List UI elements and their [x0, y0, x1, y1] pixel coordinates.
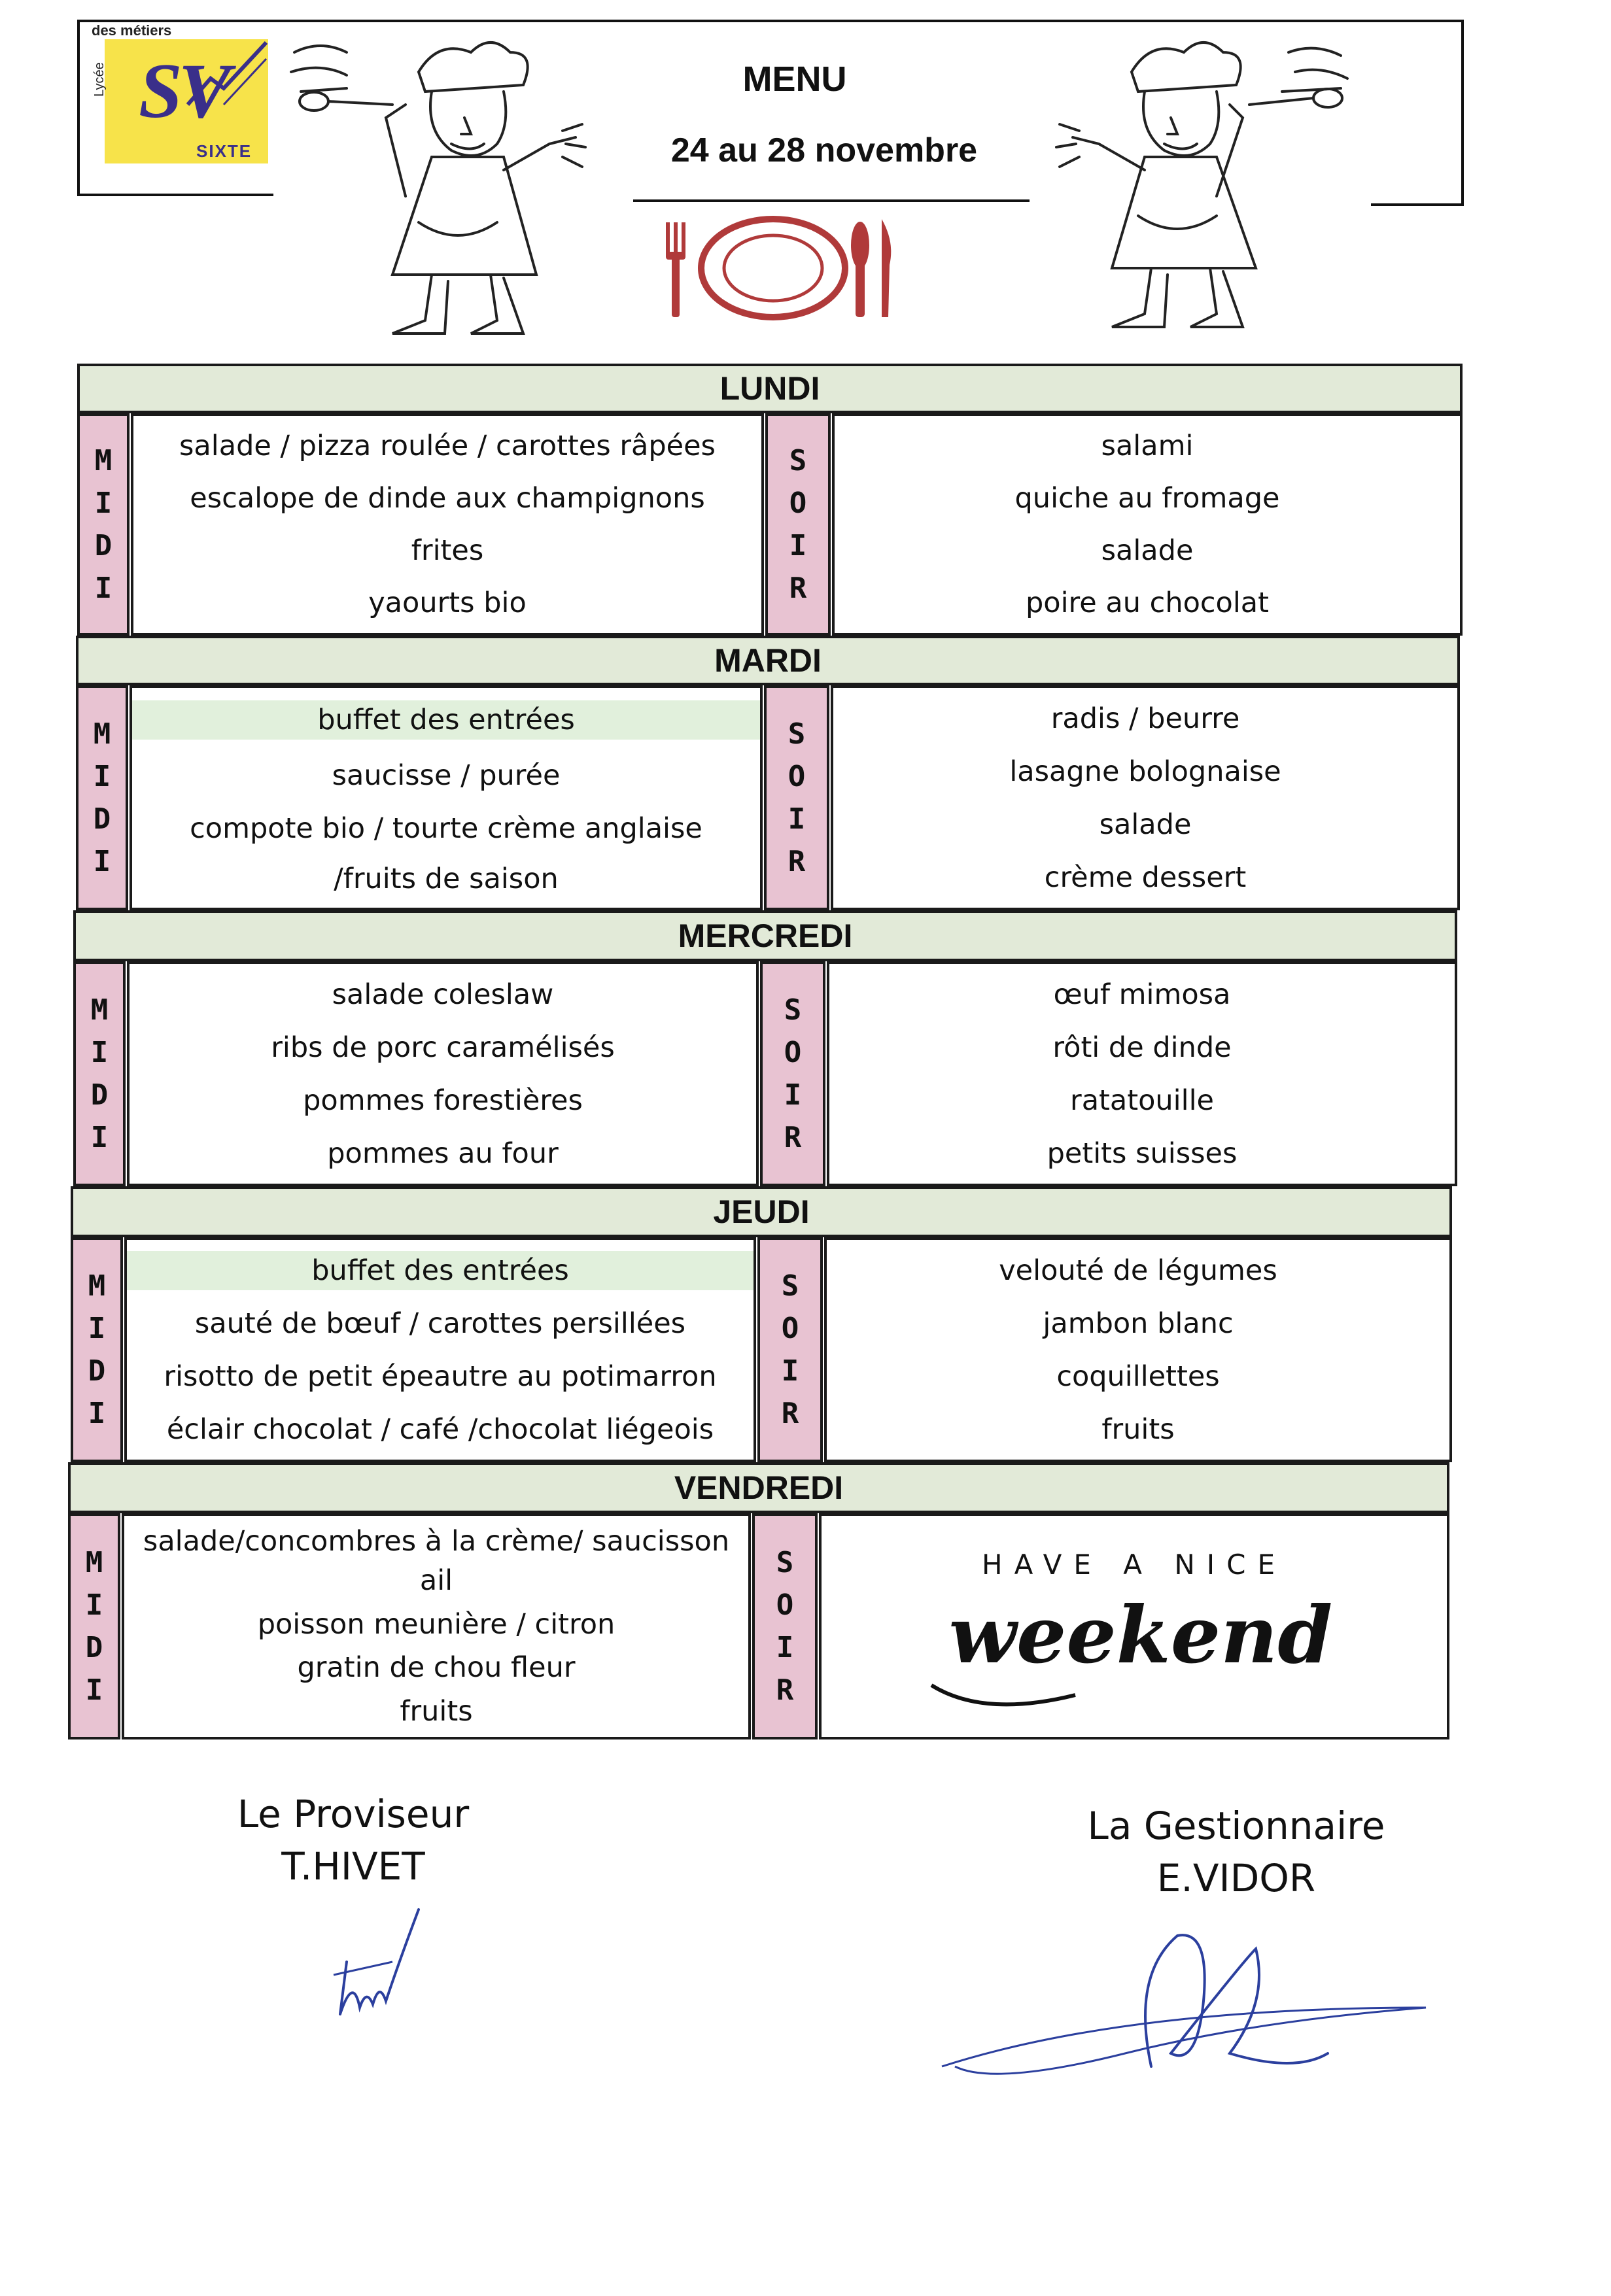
soir-label-mercredi [760, 961, 825, 1186]
midi-menu-vendredi [122, 1513, 751, 1739]
menu-item-buffet: buffet des entrées [132, 700, 760, 740]
midi-letter: D [93, 802, 111, 836]
menu-item: quiche au fromage [1014, 482, 1280, 515]
midi-letter: I [93, 760, 111, 793]
soir-menu-mercredi [827, 961, 1457, 1186]
menu-item: pommes forestières [303, 1084, 583, 1117]
menu-item: ratatouille [1070, 1084, 1214, 1117]
menu-item: petits suisses [1047, 1137, 1238, 1170]
day-band-mardi: MARDI [76, 636, 1460, 685]
midi-letter: M [88, 1269, 106, 1303]
menu-dates: 24 au 28 novembre [670, 131, 978, 169]
midi-letter: D [94, 529, 113, 562]
menu-item: gratin de chou fleur [297, 1651, 576, 1685]
midi-letter: I [85, 1588, 103, 1622]
midi-letter: D [85, 1631, 103, 1664]
soir-letter: R [776, 1673, 794, 1707]
menu-item: saucisse / purée [332, 759, 561, 792]
soir-letter: I [788, 802, 806, 836]
midi-letter: I [93, 845, 111, 878]
soir-letter: R [781, 1397, 799, 1430]
menu-item: salami [1101, 430, 1194, 462]
midi-label-lundi [77, 413, 130, 636]
midi-letter: M [85, 1546, 103, 1579]
midi-letter: I [90, 1036, 109, 1069]
menu-item: frites [411, 534, 484, 567]
midi-letter: M [93, 717, 111, 751]
menu-item: risotto de petit épeautre au potimarron [164, 1360, 717, 1393]
soir-letter: R [788, 845, 806, 878]
soir-weekend-vendredi [819, 1513, 1449, 1739]
midi-menu-jeudi [124, 1237, 756, 1462]
signature-role-right: La Gestionnaire [1087, 1804, 1385, 1848]
signature-name-right: E.VIDOR [1156, 1856, 1316, 1900]
logo-check-icon [184, 39, 269, 111]
menu-item: fruits [400, 1694, 473, 1728]
menu-item: œuf mimosa [1053, 978, 1231, 1011]
menu-item: poire au chocolat [1026, 587, 1269, 619]
midi-letter: I [90, 1121, 109, 1154]
menu-item: sauté de bœuf / carottes persillées [194, 1307, 686, 1340]
midi-letter: M [90, 993, 109, 1027]
menu-item: yaourts bio [368, 587, 527, 619]
logo-side-text: Lycée [92, 62, 107, 97]
soir-letter: I [781, 1354, 799, 1388]
menu-item: salade [1099, 808, 1192, 841]
midi-label-vendredi [68, 1513, 120, 1739]
soir-letter: R [784, 1121, 802, 1154]
chef-left-illustration [275, 26, 615, 353]
weekend-script-text: weekend [948, 1589, 1333, 1681]
midi-letter: I [88, 1397, 106, 1430]
midi-label-jeudi [71, 1237, 123, 1462]
menu-item: poisson meunière / citron [257, 1607, 615, 1641]
chef-right-illustration [1033, 26, 1374, 340]
menu-item: ribs de porc caramélisés [271, 1031, 615, 1064]
soir-letter: R [789, 572, 807, 605]
menu-item: velouté de légumes [999, 1254, 1277, 1287]
logo-main-text: SV [139, 47, 227, 134]
soir-menu-mardi [831, 685, 1460, 910]
soir-letter: O [788, 760, 806, 793]
midi-letter: I [85, 1673, 103, 1707]
menu-item: radis / beurre [1050, 702, 1240, 735]
midi-letter: I [94, 487, 113, 520]
day-band-lundi: LUNDI [77, 364, 1463, 413]
menu-item: jambon blanc [1043, 1307, 1234, 1340]
menu-title: MENU [742, 60, 847, 99]
menu-item: salade [1101, 534, 1194, 567]
plate-cutlery-icon [654, 216, 909, 320]
soir-letter: O [781, 1312, 799, 1345]
signature-role-left: Le Proviseur [237, 1792, 470, 1836]
menu-item: escalope de dinde aux champignons [190, 482, 705, 515]
menu-item-buffet: buffet des entrées [127, 1251, 754, 1290]
signature-hivet [320, 1883, 438, 2027]
soir-menu-jeudi [824, 1237, 1452, 1462]
menu-item: salade coleslaw [332, 978, 554, 1011]
midi-menu-mardi [130, 685, 763, 910]
menu-item: lasagne bolognaise [1009, 755, 1281, 788]
menu-item: salade/concombres à la crème/ saucisson ail [143, 1525, 730, 1598]
menu-item: crème dessert [1044, 861, 1247, 894]
soir-menu-lundi [832, 413, 1463, 636]
midi-letter: D [88, 1354, 106, 1388]
soir-letter: O [784, 1036, 802, 1069]
soir-label-vendredi [752, 1513, 818, 1739]
midi-letter: D [90, 1078, 109, 1112]
soir-letter: S [784, 993, 802, 1027]
menu-item: fruits [1101, 1413, 1175, 1446]
soir-label-jeudi [757, 1237, 823, 1462]
school-logo [86, 20, 283, 161]
soir-letter: S [781, 1269, 799, 1303]
soir-letter: I [776, 1631, 794, 1664]
day-band-mercredi: MERCREDI [73, 910, 1457, 961]
soir-letter: O [776, 1588, 794, 1622]
menu-item: salade / pizza roulée / carottes râpées [179, 430, 716, 462]
menu-item: rôti de dinde [1052, 1031, 1232, 1064]
midi-label-mercredi [73, 961, 126, 1186]
menu-item: éclair chocolat / café /chocolat liégeois [166, 1413, 714, 1446]
soir-letter: S [776, 1546, 794, 1579]
soir-label-mardi [764, 685, 829, 910]
midi-menu-lundi [131, 413, 764, 636]
soir-letter: S [788, 717, 806, 751]
menu-item: /fruits de saison [334, 862, 559, 895]
menu-item: coquillettes [1056, 1360, 1220, 1393]
soir-letter: I [784, 1078, 802, 1112]
soir-letter: I [789, 529, 807, 562]
signature-vidor [929, 1923, 1439, 2086]
menu-item: compote bio / tourte crème anglaise [190, 812, 702, 845]
signature-name-left: T.HIVET [281, 1844, 425, 1889]
logo-top-text: des métiers [92, 22, 172, 39]
soir-letter: O [789, 487, 807, 520]
soir-letter: S [789, 444, 807, 477]
menu-item: pommes au four [327, 1137, 559, 1170]
midi-letter: M [94, 444, 113, 477]
day-band-vendredi: VENDREDI [68, 1462, 1449, 1513]
have-a-nice-weekend-graphic [905, 1528, 1363, 1724]
soir-label-lundi [765, 413, 831, 636]
midi-menu-mercredi [127, 961, 759, 1186]
day-band-jeudi: JEUDI [71, 1186, 1452, 1237]
midi-letter: I [88, 1312, 106, 1345]
midi-letter: I [94, 572, 113, 605]
midi-label-mardi [76, 685, 128, 910]
have-a-nice-text: HAVE A NICE [982, 1549, 1287, 1581]
logo-bottom-text: SIXTE [196, 141, 252, 161]
